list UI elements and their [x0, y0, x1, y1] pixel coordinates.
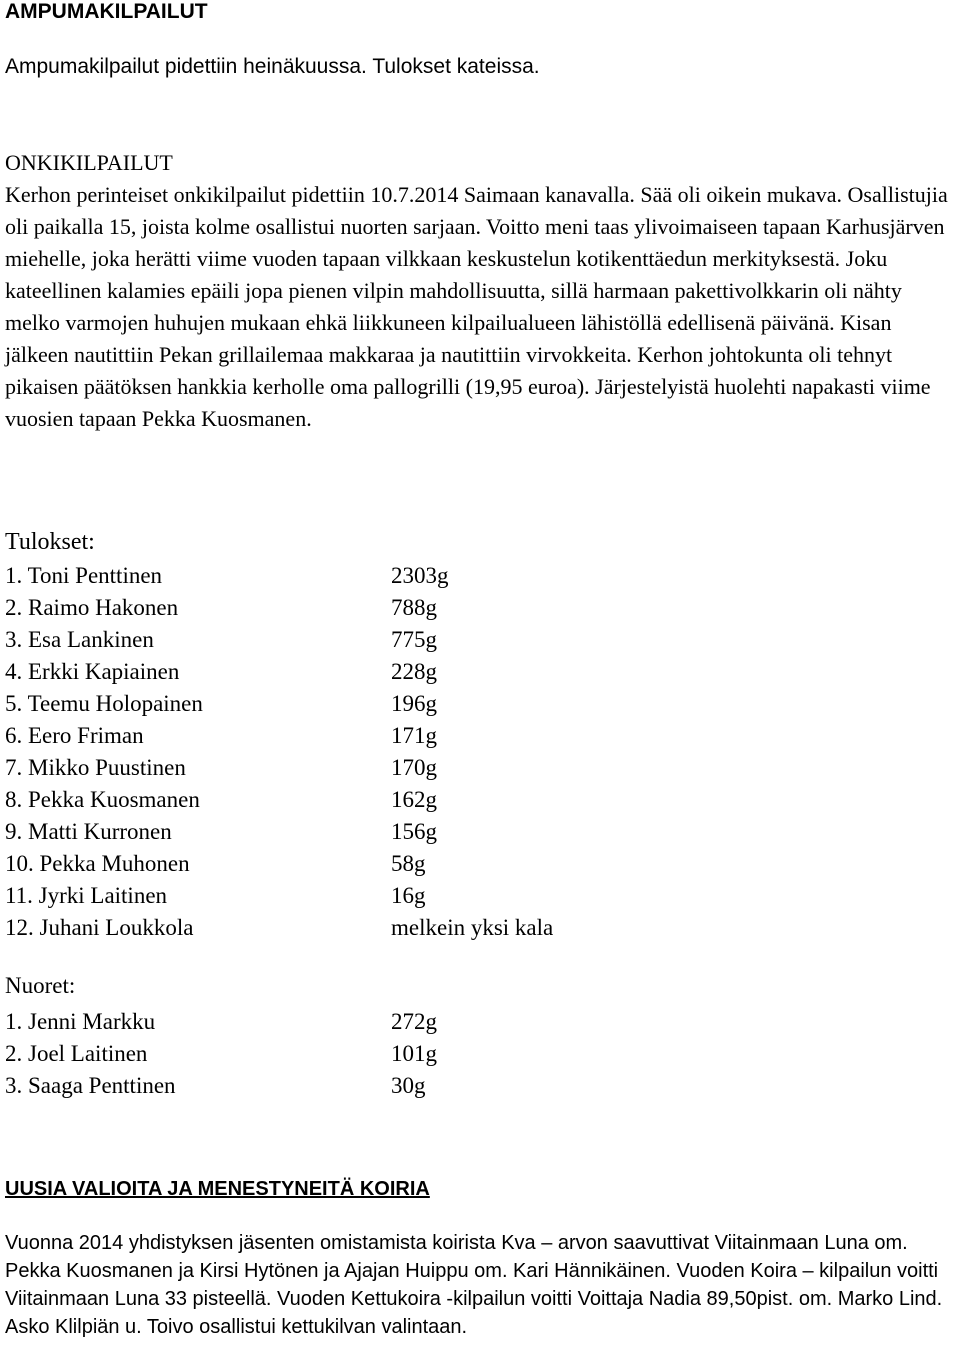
youth-result-row — [5, 1070, 437, 1102]
result-row — [5, 816, 553, 848]
result-weight: 58g — [391, 851, 426, 876]
result-weight: 775g — [391, 627, 437, 652]
result-row — [5, 912, 553, 944]
result-weight: 162g — [391, 787, 437, 812]
dogs-heading: UUSIA VALIOITA JA MENESTYNEITÄ KOIRIA — [5, 1178, 430, 1200]
shooting-text: Ampumakilpailut pidettiin heinäkuussa. Tulokset kateissa. — [5, 55, 540, 78]
result-name: 12. Juhani Loukkola — [5, 915, 194, 940]
result-row — [5, 624, 553, 656]
result-weight: 30g — [391, 1073, 426, 1098]
youth-result-row — [5, 1006, 437, 1038]
result-name: 1. Toni Penttinen — [5, 563, 163, 588]
result-name: 5. Teemu Holopainen — [5, 691, 203, 716]
result-row — [5, 688, 553, 720]
result-name: 6. Eero Friman — [5, 723, 144, 748]
result-name: 3. Saaga Penttinen — [5, 1073, 176, 1098]
result-weight: 196g — [391, 691, 437, 716]
result-row — [5, 560, 553, 592]
fishing-paragraph: Kerhon perinteiset onkikilpailut pidettiin 10.7.2014 Saimaan kanavalla. Sää oli oikein mukava. Osallistujia oli paikalla 15, joista kolme osallistui nuorten sarjaan. Voitto meni taas ylivoimaiseen tapaan Karhusjärven miehelle, joka herätti viime vuoden tapaan vilkkaan keskustelun kotikenttäedun merkityksestä. Joku kateellinen kalamies epäili jopa pienen vilpin mahdollisuutta, sillä harmaan pakettivolkkarin oli nähty melko varmojen huhujen mukaan ehkä liikkuneen kilpailualueen lähistöllä edellisenä päivänä. Kisan jälkeen nautittiin Pekan grillailemaa makkaraa ja nautittiin virvokkeita. Kerhon johtokunta oli tehnyt pikaisen päätöksen hankkia kerholle oma pallogrilli (19,95 euroa). Järjestelyistä huolehti napakasti viime vuosien tapaan Pekka Kuosmanen. — [5, 182, 948, 431]
result-name: 10. Pekka Muhonen — [5, 851, 190, 876]
result-name: 1. Jenni Markku — [5, 1009, 156, 1034]
result-weight: 170g — [391, 755, 437, 780]
result-row — [5, 848, 553, 880]
result-name: 9. Matti Kurronen — [5, 819, 172, 844]
result-name: 2. Raimo Hakonen — [5, 595, 179, 620]
result-row — [5, 656, 553, 688]
youth-result-row — [5, 1038, 437, 1070]
youth-results-list — [5, 1006, 437, 1102]
result-weight: 788g — [391, 595, 437, 620]
result-weight: 2303g — [391, 563, 449, 588]
result-name: 3. Esa Lankinen — [5, 627, 154, 652]
results-label: Tulokset: — [5, 529, 95, 555]
result-name: 11. Jyrki Laitinen — [5, 883, 168, 908]
result-name: 2. Joel Laitinen — [5, 1041, 148, 1066]
result-weight: 101g — [391, 1041, 437, 1066]
result-weight: 171g — [391, 723, 437, 748]
result-name: 4. Erkki Kapiainen — [5, 659, 180, 684]
dogs-paragraph: Vuonna 2014 yhdistyksen jäsenten omistamista koirista Kva – arvon saavuttivat Viitainmaan Luna om. Pekka Kuosmanen ja Kirsi Hytönen ja Ajajan Huippu om. Kari Hännikäinen. Vuoden Koira – kilpailun voitti Viitainmaan Luna 33 pisteellä. Vuoden Kettukoira -kilpailun voitti Voittaja Nadia 89,50pist. om. Marko Lind. Asko Klilpiän u. Toivo osallistui kettukilvan valintaan. — [5, 1232, 943, 1338]
result-row — [5, 592, 553, 624]
youth-label: Nuoret: — [5, 973, 76, 998]
results-list — [5, 560, 553, 944]
result-weight: 228g — [391, 659, 437, 684]
result-weight: melkein yksi kala — [391, 915, 554, 940]
result-row — [5, 752, 553, 784]
result-row — [5, 784, 553, 816]
result-weight: 16g — [391, 883, 426, 908]
result-weight: 272g — [391, 1009, 437, 1034]
result-name: 7. Mikko Puustinen — [5, 755, 186, 780]
result-row — [5, 880, 553, 912]
result-name: 8. Pekka Kuosmanen — [5, 787, 200, 812]
result-row — [5, 720, 553, 752]
result-weight: 156g — [391, 819, 437, 844]
shooting-heading: AMPUMAKILPAILUT — [5, 0, 208, 23]
fishing-heading: ONKIKILPAILUT — [5, 150, 173, 175]
